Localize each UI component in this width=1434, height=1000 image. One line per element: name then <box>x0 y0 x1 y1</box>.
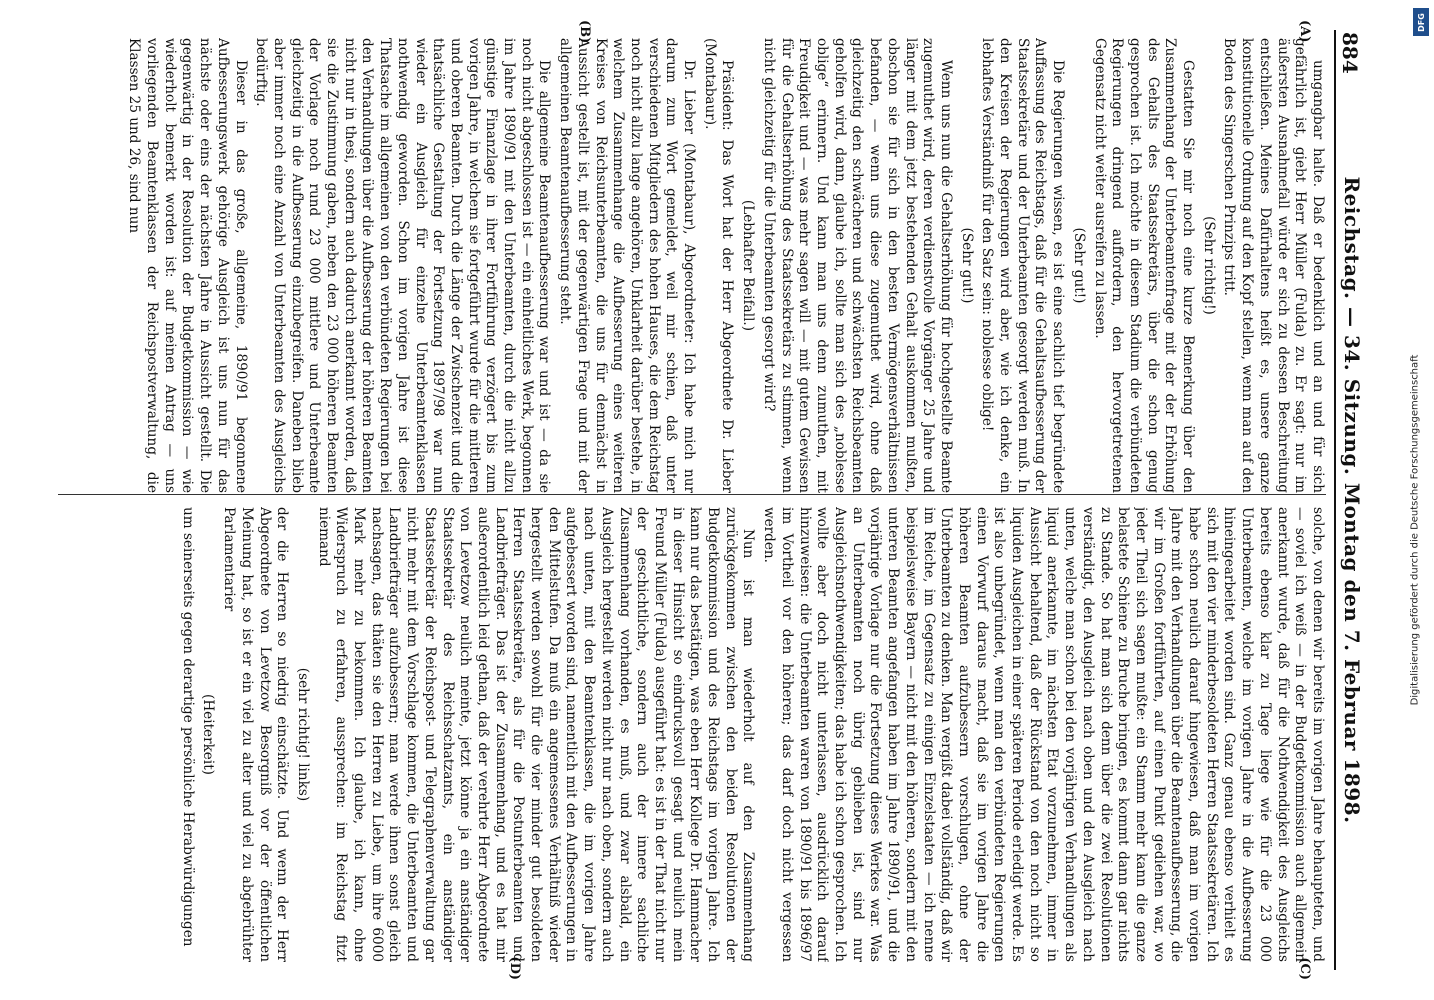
left-column <box>58 38 1326 493</box>
page-header <box>1336 20 1376 980</box>
paragraph: Wenn uns nun die Gehaltserhöhung für hochgestellte Beamte zugemuthet wird, deren verdienstvolle Vorgänger 25 Jahre und länger mit dem jetzt bestehenden Gehalt auskommen mußten, obschon sie für sich in den besten Vermögensverhältnissen befanden, — wenn uns diese zugemuthet wird, ohne daß gleichzeitig den schwächeren und schwächsten Reichsbeamten geholfen wird, dann, glaube ich, sollte man sich des „noblesse oblige“ erinnern. Und kann man uns denn zumuthen, mit Freudigkeit und — was mehr sagen will — mit gutem Gewissen für die Gehaltserhöhung des Staatssekretärs zu stimmen, wenn nicht gleichzeitig für die Unterbeamten gesorgt wird? <box>760 38 954 493</box>
paragraph: solche, von denen wir bereits im vorigen Jahre behaupteten, und — soviel ich weiß — in der Budgetkommission auch allgemein anerkannt wurde, daß für die Nothwendigkeit des Ausgleichs bereits ebenso klar zu Tage liege wie für die 23 000 Unterbeamten, welche im vorigen Jahre in die Aufbesserung hineingearbeitet worden sind. Ganz genau ebenso verhielt es sich mit den vier minderbesoldeten Herren Staatssekretären. Ich habe schon neulich darauf hingewiesen, daß man im vorigen Jahre mit den Verhandlungen über die Beamtenaufbesserung, die wir im Großen fortführten, auf einen Punkt gediehen war, wo jeder Theil sich sagen mußte: ein Stamm mehr kann die ganze belastete Schiene zu Bruche bringen, es kommt dann gar nichts zu Stande. So hat man sich denn über die zwei Resolutionen verständigt, den Ausgleich nach oben und den Ausgleich nach unten, welche man schon bei den vorjährigen Verhandlungen als liquid anerkannte, im nächsten Etat vorzunehmen, immer in Aussicht behaltend, daß der Rückstand von den noch nicht so liquiden Ausgleichen in einer späteren Periode erledigt werde. Es ist also unbegründet, wenn man den verbündeten Regierungen einen Vorwurf daraus macht, daß sie im vorigen Jahre die höheren Beamten aufzubessern vorschlugen, ohne der Unterbeamten zu denken. Man vergißt dabei vollständig, daß wir im Reiche, im Gegensatz zu einigen Einzelstaaten — ich nenne beispielsweise Bayern — nicht mit den höheren, sondern mit den unteren Beamten angefangen haben im Jahre 1890/91, und die vorjährige Vorlage nur die Fortsetzung dieses Werkes war. Was an Unterbeamten noch übrig geblieben ist, sind nur Ausgleichsnothwendigkeiten; das habe ich schon gesprochen. Ich wollte aber doch nicht unterlassen, ausdrücklich darauf hinzuweisen: die Unterbeamten waren von 1890/91 bis 1896/97 im Vortheil vor den höheren; das darf doch nicht vergessen werden. <box>761 507 1326 962</box>
paragraph: Die allgemeine Beamtenaufbesserung war und ist — da sie noch nicht abgeschlossen ist — ein einheitliches Werk, begonnen im Jahre 1890/91 mit den Unterbeamten, durch die nicht allzu günstige Finanzlage in ihrer Fortführung verzögert bis zum vorigen Jahre, in welchem sie fortgeführt wurde für die mittleren und oberen Beamten. Durch die Länge der Zwischenzeit und die thatsächliche Gestaltung der Fortsetzung 1897/98 war nun wieder ein Ausgleich für einzelne Unterbeamtenklassen nothwendig geworden. Schon im vorigen Jahre ist diese Thatsache im allgemeinen von den verbündeten Regierungen bei den Verhandlungen über die Aufbesserung der höheren Beamten nicht nur in thesi, sondern auch dadurch anerkannt worden, daß sie die Zustimmung gaben, neben den 23 000 höheren Beamten der Vorlage noch rund 23 000 mittlere und Unterbeamte gleichzeitig in die Aufbesserung einzubegreifen. Daneben blieb aber immer noch eine Anzahl von Unterbeamten des Ausgleichs bedürftig. <box>253 38 553 493</box>
paragraph: Dr. Lieber (Montabaur), Abgeordneter: Ich habe mich nur darum zum Wort gemeldet, weil mir schien, daß unter verschiedenen Mitgliedern des hohen Hauses, die dem Reichstag noch nicht allzu lange angehören, Unklarheit darüber bestehe, in welchem Zusammenhange die Aufbesserung eines weiteren Kreises von Reichsunterbeamten, die uns für demnächst in Aussicht gestellt ist, mit der gegenwärtigen Frage und mit der allgemeinen Beamtenaufbesserung steht. <box>557 38 698 493</box>
paragraph: der die Herren so niedrig einschätzte. Und wenn der Herr Abgeordnete von Levetzow Besorgniß vor der öffentlichen Meinung hat, so ist er ein viel zu alter und viel zu abgebrühter Parlamentarier <box>221 507 291 962</box>
interjection: (Sehr gut!) <box>958 227 975 304</box>
page-number: 884 <box>1338 32 1362 74</box>
interjection: (Sehr gut!) <box>1070 227 1087 304</box>
running-title: Reichstag. — 34. Sitzung. Montag den 7. Februar 1898. <box>1340 176 1364 824</box>
paragraph: um seinerseits gegen derartige persönliche Herabwürdigungen <box>179 507 196 947</box>
paragraph: Die Regierungen wissen, es ist eine sachlich tief begründete Auffassung des Reichstags, daß für die Gehaltsaufbesserung der Staatssekretäre und der Unterbeamten gesorgt werden muß. In den Kreisen der Regierungen wird aber, wie ich denke, ein lebhaftes Verständniß für den Satz sein: noblesse oblige! <box>979 38 1067 493</box>
paragraph: Präsident: Das Wort hat der Herr Abgeordnete Dr. Lieber (Montabaur). <box>701 38 736 493</box>
header-rule <box>1334 30 1336 970</box>
paragraph: Dieser in das große, allgemeine, 1890/91 begonnene Aufbesserungswerk gehörige Ausgleich ist uns nun für das nächste oder eins der nächsten Jahre in Aussicht gestellt. Die gegenwärtig in der Resolution der Budgetkommission — wie wiederholt bemerkt worden ist: auf meinen Antrag — uns vorliegenden Beamtenklassen der Reichspostverwaltung, die Klassen 25 und 26, sind nun <box>126 38 249 493</box>
interjection: (Lebhafter Beifall.) <box>740 199 757 332</box>
paragraph: Gestatten Sie mir noch eine kurze Bemerkung über den Zusammenhang der Unterbeamtenfrage mit der der Erhöhung des Gehalts des Staatssekretärs, über die schon genug gesprochen ist. Ich möchte in diesem Stadium die verbündeten Regierungen dringend auffordern, den hervorgetretenen Gegensatz nicht weiter ausreifen zu lassen. <box>1091 38 1197 493</box>
interjection: (sehr richtig! links) <box>294 667 311 802</box>
margin-marker-d: (D) <box>507 956 522 980</box>
margin-marker-b: (B) <box>577 20 592 44</box>
right-column <box>58 507 1326 962</box>
paragraph: Nun ist man wiederholt auf den Zusammenhang zurückgekommen zwischen den beiden Resolutionen der Budgetkommission und des Reichstags im vorigen Jahre. Ich kann nur das bestätigen, was eben Herr Kollege Dr. Hammacher in dieser Hinsicht so eindrucksvoll gesagt und neulich mein Freund Müller (Fulda) ausgeführt hat: es ist in der That nicht nur der geschichtliche, sondern auch der innere sachliche Zusammenhang vorhanden, es muß, und zwar alsbald, ein Ausgleich hergestellt werden nicht nur nach oben, sondern auch nach unten, mit den Beamtenklassen, die im vorigen Jahre aufgebessert worden sind, namentlich mit den Aufbesserungen in den Mittelstufen. Da muß ein angemessenes Verhältniß wieder hergestellt werden sowohl für die vier minder gut besoldeten Herren Staatssekretäre, als für die Postunterbeamten und Landbriefträger. Das ist der Zusammenhang, und es hat mir außerordentlich leid gethan, daß der verehrte Herr Abgeordnete von Levetzow neulich meinte, jetzt könne ja ein anständiger Staatssekretär des Reichsschatzamts, ein anständiger Staatssekretär der Reichspost- und Telegraphenverwaltung gar nicht mehr mit dem Vorschlage kommen, die Unterbeamten und Landbriefträger aufzubessern; man werde ihnen sonst gleich nachsagen, das thäten sie den Herren zu Liebe, um ihre 6000 Mark mehr zu bekommen. Ich glaube, ich kann, ohne Widerspruch zu erfahren, aussprechen: im Reichstag fitzt niemand <box>315 507 757 962</box>
dfg-logo: DFG <box>1413 8 1429 36</box>
interjection: (Sehr richtig!) <box>1200 216 1217 315</box>
column-divider <box>58 494 1326 495</box>
digitization-note <box>1408 150 1422 910</box>
interjection: (Heiterkeit) <box>200 694 217 775</box>
paragraph: umgangbar halte. Daß er bedenklich und an und für sich gefährlich ist, giebt Herr Müller (Fulda) zu. Er sagt: nur im äußersten Ausnahmefall würde er sich zu dessen Beschreitung entschließen. Meines Dafürhaltens heißt es, unsere ganze konstitutionelle Ordnung auf den Kopf stellen, wenn man auf den Boden des Singerschen Prinzips tritt. <box>1221 38 1326 493</box>
margin-marker-c: (C) <box>1297 957 1312 980</box>
rotated-document-page <box>52 20 1382 980</box>
digitization-text: Digitalisierung gefördert durch die Deutsche Forschungsgemeinschaft <box>1409 354 1421 706</box>
margin-marker-a: (A) <box>1297 20 1312 43</box>
